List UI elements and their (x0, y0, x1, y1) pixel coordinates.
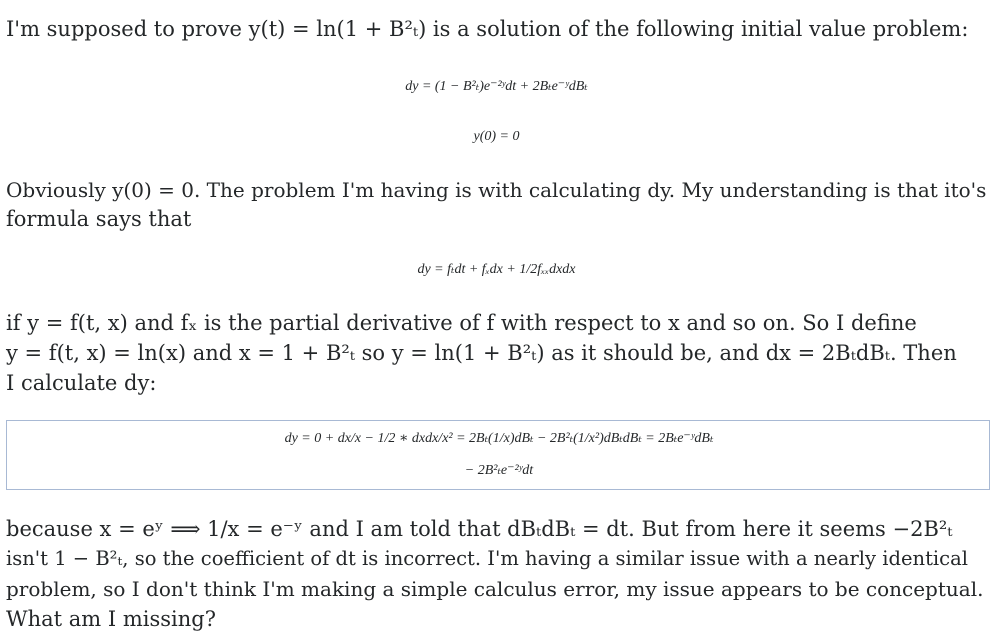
paragraph-2-line-3: I calculate dy: (6, 371, 157, 395)
highlighted-derivation-box (6, 420, 990, 490)
initial-condition-equation: y(0) = 0 (473, 129, 520, 144)
paragraph-3-line-3: problem, so I don't think I'm making a simple calculus error, my issue appears to be conceptual. (6, 577, 984, 601)
paragraph-2-line-1: if y = f(t, x) and fₓ is the partial derivative of f with respect to x and so on. So I define (6, 311, 917, 335)
paragraph-1-line-1: Obviously y(0) = 0. The problem I'm having is with calculating dy. My understanding is that ito's (6, 178, 987, 202)
derivation-line-2: − 2B²ₜe⁻²ʸdt (464, 463, 534, 478)
ito-formula-equation: dy = fₜdt + fₓdx + 1/2fₓₓdxdx (417, 262, 576, 277)
paragraph-2-line-2: y = f(t, x) = ln(x) and x = 1 + B²ₜ so y = ln(1 + B²ₜ) as it should be, and dx = 2BₜdBₜ. Then (6, 341, 957, 365)
paragraph-3-line-1: because x = eʸ ⟹ 1/x = e⁻ʸ and I am told that dBₜdBₜ = dt. But from here it seems −2B²ₜ (6, 517, 953, 541)
derivation-line-1: dy = 0 + dx/x − 1/2 ∗ dxdx/x² = 2Bₜ(1/x)dBₜ − 2B²ₜ(1/x²)dBₜdBₜ = 2Bₜe⁻ʸdBₜ (284, 431, 714, 446)
intro-text: I'm supposed to prove y(t) = ln(1 + B²ₜ) is a solution of the following initial value problem: (6, 17, 969, 41)
paragraph-3-line-2: isn't 1 − B²ₜ, so the coefficient of dt is incorrect. I'm having a similar issue with a nearly identical (6, 547, 968, 570)
paragraph-3-line-4: What am I missing? (6, 607, 216, 631)
paragraph-1-line-2: formula says that (6, 207, 192, 231)
sde-equation: dy = (1 − B²ₜ)e⁻²ʸdt + 2Bₜe⁻ʸdBₜ (405, 79, 588, 94)
